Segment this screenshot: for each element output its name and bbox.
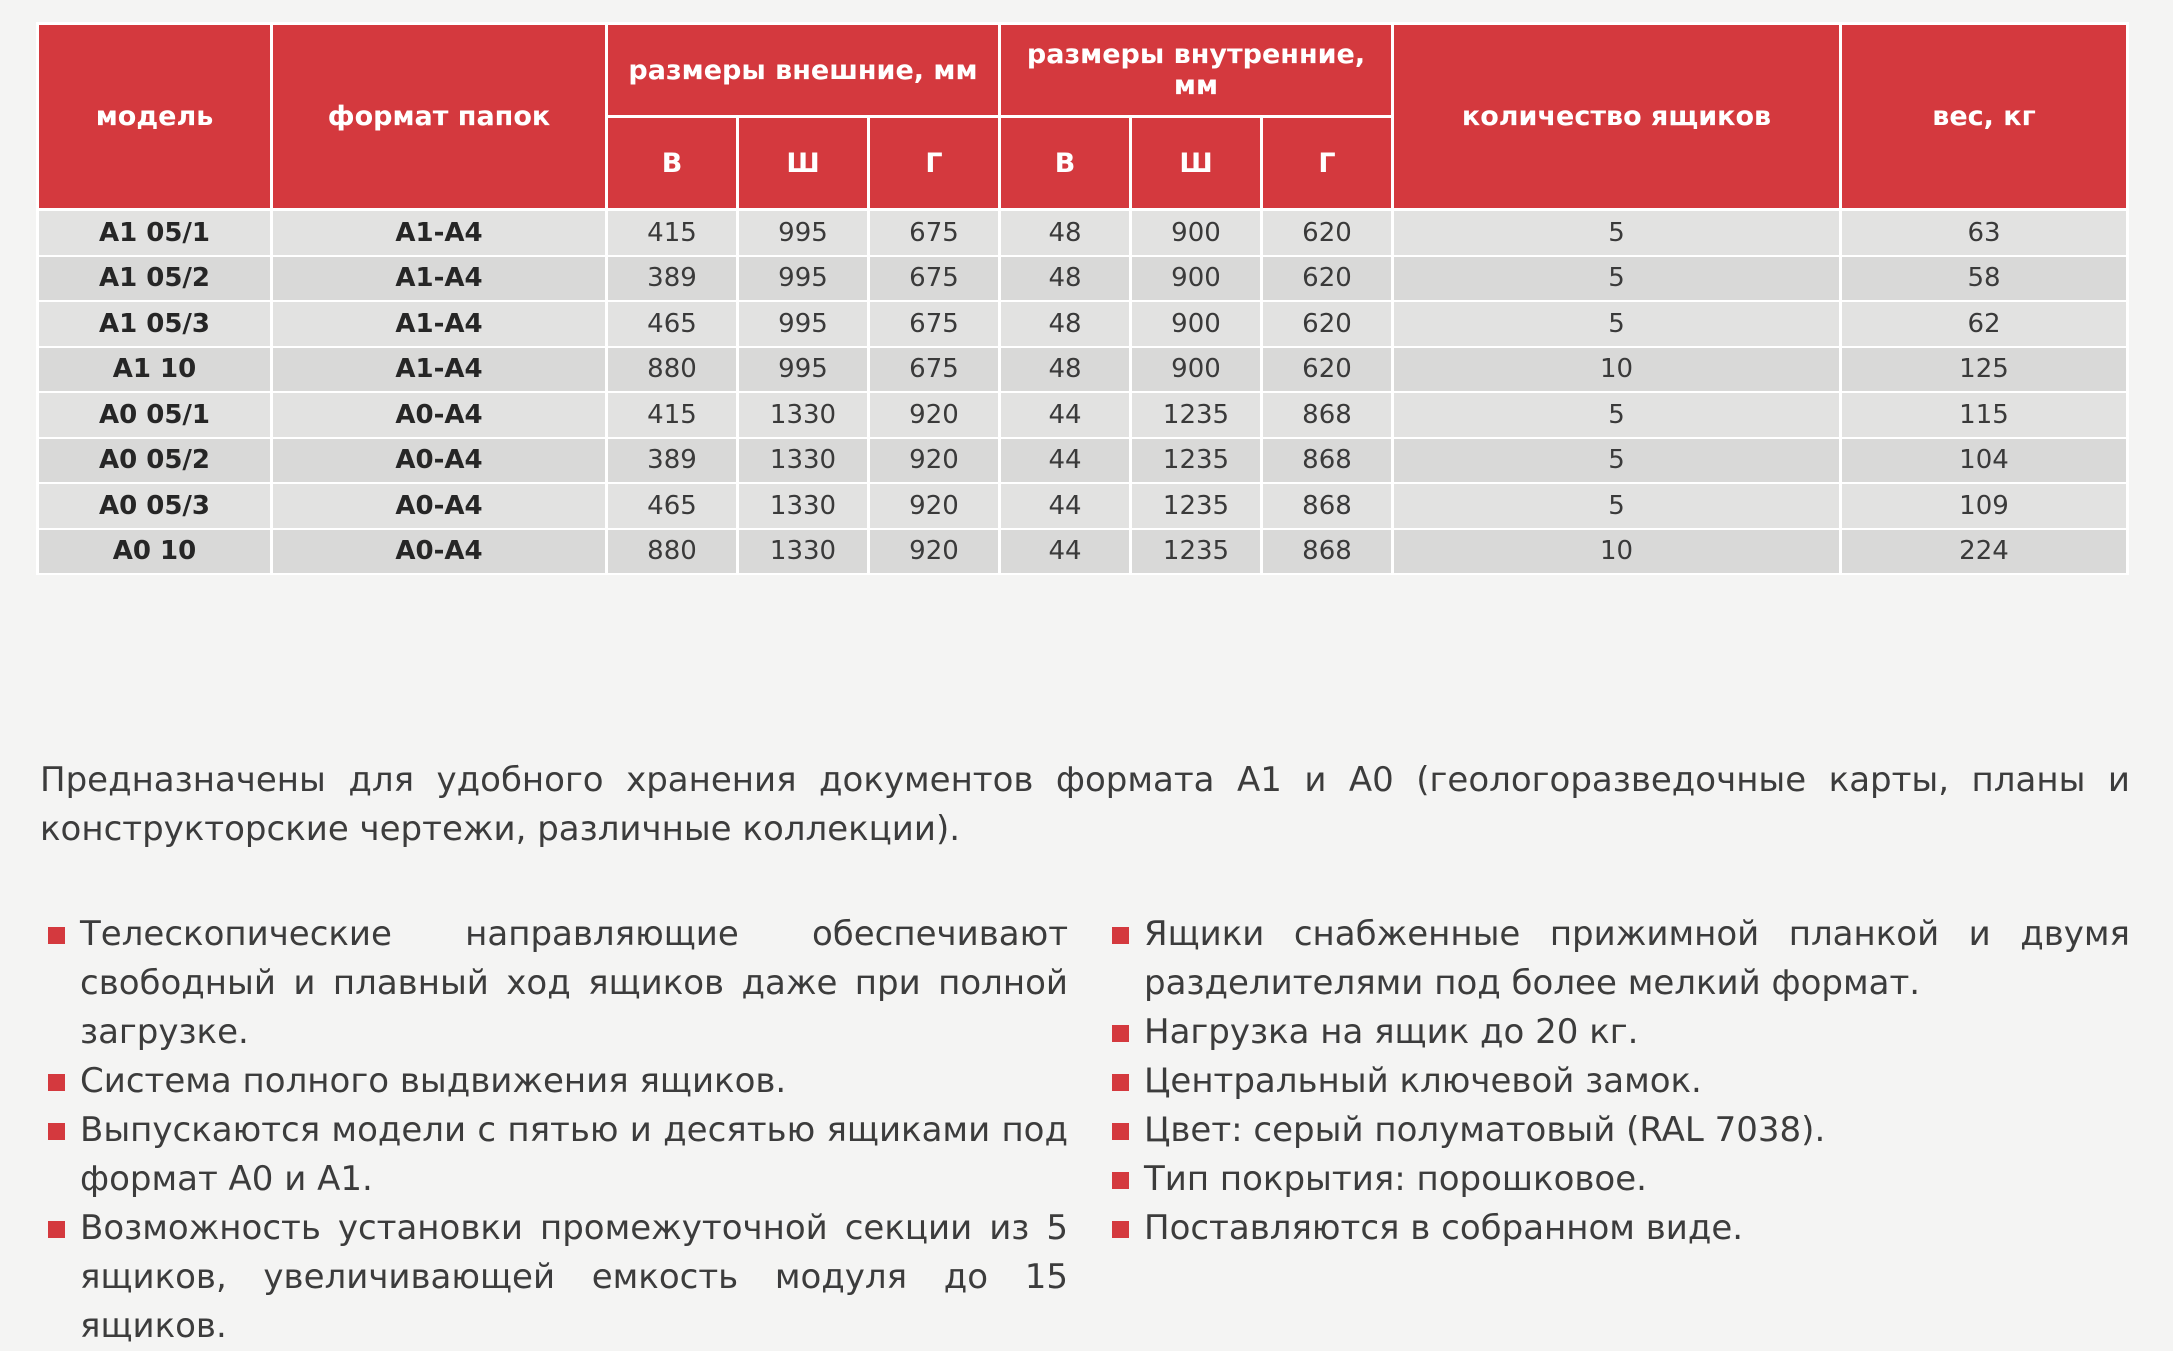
table-row: [38, 438, 2128, 484]
feature-item: [1112, 910, 2130, 1008]
feature-text: Ящики снабженные прижимной планкой и двумя разделителями под более мелкий формат.: [1144, 914, 2130, 1003]
feature-text: Выпускаются модели с пятью и десятью ящиками под формат А0 и А1.: [80, 1110, 1068, 1199]
square-bullet-icon: [1112, 927, 1129, 944]
cell-int-depth: 868: [1262, 392, 1393, 438]
cell-int-depth: 620: [1262, 256, 1393, 302]
cell-model: A1 05/2: [38, 256, 272, 302]
feature-text: Тип покрытия: порошковое.: [1144, 1159, 1647, 1199]
feature-text: Телескопические направляющие обеспечивают свободный и плавный ход ящиков даже при полной загрузке.: [80, 914, 1068, 1052]
feature-text: Система полного выдвижения ящиков.: [80, 1061, 787, 1101]
cell-folder-format: A0-A4: [272, 392, 607, 438]
square-bullet-icon: [1112, 1172, 1129, 1189]
feature-item: [1112, 1008, 2130, 1057]
cell-weight: 104: [1841, 438, 2128, 484]
header-external-depth: Г: [869, 117, 1000, 210]
cell-ext-height: 389: [607, 256, 738, 302]
feature-text: Поставляются в собранном виде.: [1144, 1208, 1744, 1248]
table-body: [38, 210, 2128, 575]
cell-int-height: 44: [1000, 392, 1131, 438]
feature-item: [1112, 1155, 2130, 1204]
cell-ext-depth: 920: [869, 483, 1000, 529]
intro-paragraph: Предназначены для удобного хранения документов формата А1 и А0 (геологоразведочные карты, планы и конструкторские чертежи, различные коллекции).: [40, 760, 2130, 849]
cell-folder-format: A0-A4: [272, 438, 607, 484]
cell-ext-depth: 920: [869, 529, 1000, 575]
header-external-height: В: [607, 117, 738, 210]
square-bullet-icon: [1112, 1221, 1129, 1238]
cell-model: A0 05/1: [38, 392, 272, 438]
cell-ext-height: 389: [607, 438, 738, 484]
cell-model: A0 10: [38, 529, 272, 575]
cell-folder-format: A0-A4: [272, 529, 607, 575]
cell-int-depth: 620: [1262, 210, 1393, 256]
table-row: [38, 347, 2128, 393]
cell-drawer-count: 5: [1393, 301, 1841, 347]
table-row: [38, 529, 2128, 575]
cell-ext-height: 880: [607, 529, 738, 575]
cell-int-width: 1235: [1131, 438, 1262, 484]
square-bullet-icon: [48, 927, 65, 944]
cell-weight: 224: [1841, 529, 2128, 575]
cell-folder-format: A1-A4: [272, 256, 607, 302]
cell-ext-height: 465: [607, 301, 738, 347]
cell-folder-format: A1-A4: [272, 301, 607, 347]
cell-int-height: 48: [1000, 210, 1131, 256]
cell-int-depth: 620: [1262, 347, 1393, 393]
cell-model: A1 05/3: [38, 301, 272, 347]
cell-model: A1 10: [38, 347, 272, 393]
cell-ext-depth: 675: [869, 210, 1000, 256]
cell-int-height: 48: [1000, 301, 1131, 347]
cell-ext-width: 995: [738, 347, 869, 393]
header-internal-dimensions: размеры внутренние, мм: [1000, 24, 1393, 117]
feature-item: [48, 1204, 1068, 1351]
feature-text: Возможность установки промежуточной секции из 5 ящиков, увеличивающей емкость модуля до 15 ящиков.: [80, 1208, 1068, 1346]
features-list-right: [1112, 910, 2130, 1253]
square-bullet-icon: [48, 1221, 65, 1238]
cell-drawer-count: 10: [1393, 529, 1841, 575]
cell-int-width: 1235: [1131, 392, 1262, 438]
cell-ext-depth: 920: [869, 392, 1000, 438]
cell-int-width: 900: [1131, 256, 1262, 302]
header-external-dimensions: размеры внешние, мм: [607, 24, 1000, 117]
square-bullet-icon: [1112, 1123, 1129, 1140]
cell-ext-depth: 675: [869, 301, 1000, 347]
features-list-left: [48, 910, 1068, 1351]
square-bullet-icon: [1112, 1074, 1129, 1091]
cell-ext-width: 995: [738, 256, 869, 302]
cell-ext-depth: 920: [869, 438, 1000, 484]
feature-item: [48, 910, 1068, 1057]
header-weight: вес, кг: [1841, 24, 2128, 210]
header-drawer-count: количество ящиков: [1393, 24, 1841, 210]
cell-int-width: 900: [1131, 347, 1262, 393]
cell-int-width: 1235: [1131, 529, 1262, 575]
square-bullet-icon: [48, 1123, 65, 1140]
cell-model: A0 05/2: [38, 438, 272, 484]
cell-drawer-count: 5: [1393, 483, 1841, 529]
cell-ext-width: 1330: [738, 438, 869, 484]
cell-int-depth: 868: [1262, 483, 1393, 529]
table-row: [38, 210, 2128, 256]
cell-model: A0 05/3: [38, 483, 272, 529]
cell-drawer-count: 5: [1393, 438, 1841, 484]
cell-folder-format: A0-A4: [272, 483, 607, 529]
cell-model: A1 05/1: [38, 210, 272, 256]
header-internal-height: В: [1000, 117, 1131, 210]
cell-ext-height: 880: [607, 347, 738, 393]
cell-ext-height: 415: [607, 210, 738, 256]
cell-weight: 115: [1841, 392, 2128, 438]
cell-drawer-count: 10: [1393, 347, 1841, 393]
cell-ext-width: 995: [738, 210, 869, 256]
cell-int-height: 48: [1000, 347, 1131, 393]
header-internal-width: Ш: [1131, 117, 1262, 210]
cell-int-height: 44: [1000, 483, 1131, 529]
feature-item: [1112, 1106, 2130, 1155]
table-row: [38, 483, 2128, 529]
cell-ext-depth: 675: [869, 347, 1000, 393]
feature-item: [1112, 1057, 2130, 1106]
header-external-width: Ш: [738, 117, 869, 210]
cell-int-depth: 868: [1262, 529, 1393, 575]
cell-int-depth: 620: [1262, 301, 1393, 347]
cell-ext-width: 1330: [738, 483, 869, 529]
cell-drawer-count: 5: [1393, 392, 1841, 438]
cell-ext-width: 995: [738, 301, 869, 347]
cell-ext-width: 1330: [738, 529, 869, 575]
cell-int-width: 900: [1131, 301, 1262, 347]
cell-int-width: 900: [1131, 210, 1262, 256]
square-bullet-icon: [1112, 1025, 1129, 1042]
cell-folder-format: A1-A4: [272, 347, 607, 393]
cell-int-width: 1235: [1131, 483, 1262, 529]
cell-ext-height: 415: [607, 392, 738, 438]
header-folder-format: формат папок: [272, 24, 607, 210]
feature-item: [48, 1057, 1068, 1106]
cell-weight: 125: [1841, 347, 2128, 393]
cell-folder-format: A1-A4: [272, 210, 607, 256]
cell-drawer-count: 5: [1393, 256, 1841, 302]
cell-int-height: 44: [1000, 529, 1131, 575]
cell-ext-depth: 675: [869, 256, 1000, 302]
cell-ext-width: 1330: [738, 392, 869, 438]
header-internal-depth: Г: [1262, 117, 1393, 210]
square-bullet-icon: [48, 1074, 65, 1091]
cell-int-height: 48: [1000, 256, 1131, 302]
table-row: [38, 392, 2128, 438]
table-row: [38, 256, 2128, 302]
cell-weight: 62: [1841, 301, 2128, 347]
table-row: [38, 301, 2128, 347]
feature-item: [1112, 1204, 2130, 1253]
feature-text: Цвет: серый полуматовый (RAL 7038).: [1144, 1110, 1826, 1150]
cell-int-height: 44: [1000, 438, 1131, 484]
cell-weight: 109: [1841, 483, 2128, 529]
header-model: модель: [38, 24, 272, 210]
cell-weight: 63: [1841, 210, 2128, 256]
cell-drawer-count: 5: [1393, 210, 1841, 256]
feature-item: [48, 1106, 1068, 1204]
feature-text: Нагрузка на ящик до 20 кг.: [1144, 1012, 1639, 1052]
specifications-table: [36, 22, 2129, 575]
cell-weight: 58: [1841, 256, 2128, 302]
cell-int-depth: 868: [1262, 438, 1393, 484]
feature-text: Центральный ключевой замок.: [1144, 1061, 1702, 1101]
cell-ext-height: 465: [607, 483, 738, 529]
